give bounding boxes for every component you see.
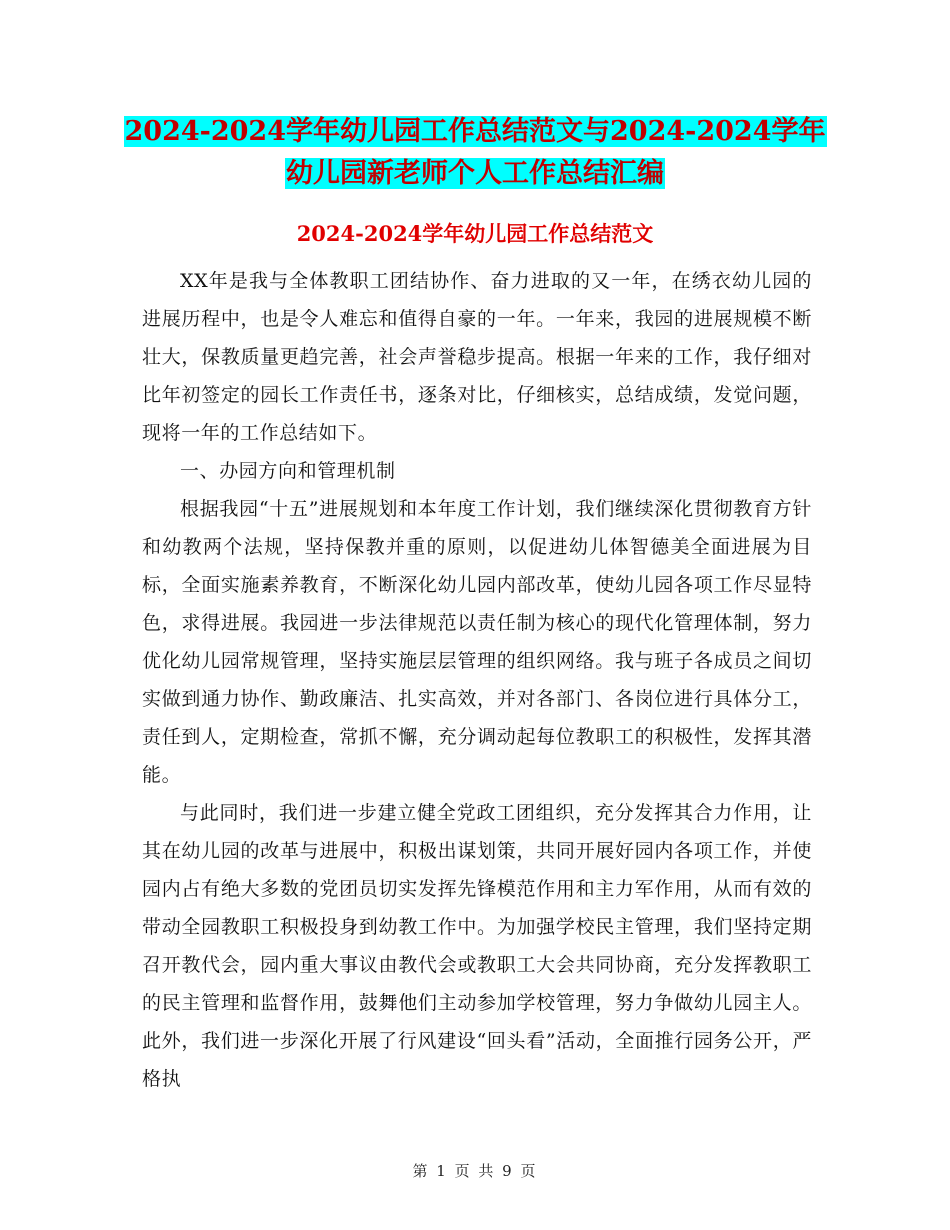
highlighted-title-text-1: 2024-2024学年幼儿园工作总结范文与2024-2024学年 xyxy=(124,116,826,147)
document-body xyxy=(142,262,812,1098)
highlighted-title-text-2: 幼儿园新老师个人工作总结汇编 xyxy=(286,158,664,189)
paragraph-intro: XX年是我与全体教职工团结协作、奋力进取的又一年，在绣衣幼儿园的进展历程中，也是令人难忘和值得自豪的一年。一年来，我园的进展规模不断壮大，保教质量更趋完善，社会声誉稳步提高。根据一年来的工作，我仔细对比年初签定的园长工作责任书，逐条对比，仔细核实，总结成绩，发觉问题，现将一年的工作总结如下。 xyxy=(142,270,812,444)
paragraph-organization: 与此同时，我们进一步建立健全党政工团组织，充分发挥其合力作用，让其在幼儿园的改革与进展中，积极出谋划策，共同开展好园内各项工作，并使园内占有绝大多数的党团员切实发挥先锋模范作用和主力军作用，从而有效的带动全园教职工积极投身到幼教工作中。为加强学校民主管理，我们坚持定期召开教代会，园内重大事议由教代会或教职工大会共同协商，充分发挥教职工的民主管理和监督作用，鼓舞他们主动参加学校管理，努力争做幼儿园主人。此外，我们进一步深化开展了行风建设“回头看”活动，全面推行园务公开，严格执 xyxy=(142,802,812,1090)
document-title-line-2 xyxy=(0,152,950,196)
page-footer: 第 1 页 共 9 页 xyxy=(412,1162,538,1180)
paragraph-heading-1: 一、办园方向和管理机制 xyxy=(180,460,396,482)
document-title-line-1 xyxy=(0,110,950,154)
paragraph-management: 根据我园“十五”进展规划和本年度工作计划，我们继续深化贯彻教育方针和幼教两个法规，坚持保教并重的原则，以促进幼儿体智德美全面进展为目标，全面实施素养教育，不断深化幼儿园内部改革，使幼儿园各项工作尽显特色，求得进展。我园进一步法律规范以责任制为核心的现代化管理体制，努力优化幼儿园常规管理，坚持实施层层管理的组织网络。我与班子各成员之间切实做到通力协作、勤政廉洁、扎实高效，并对各部门、各岗位进行具体分工，责任到人，定期检查，常抓不懈，充分调动起每位教职工的积极性，发挥其潜能。 xyxy=(142,498,812,786)
section-title: 2024-2024学年幼儿园工作总结范文 xyxy=(296,221,654,246)
